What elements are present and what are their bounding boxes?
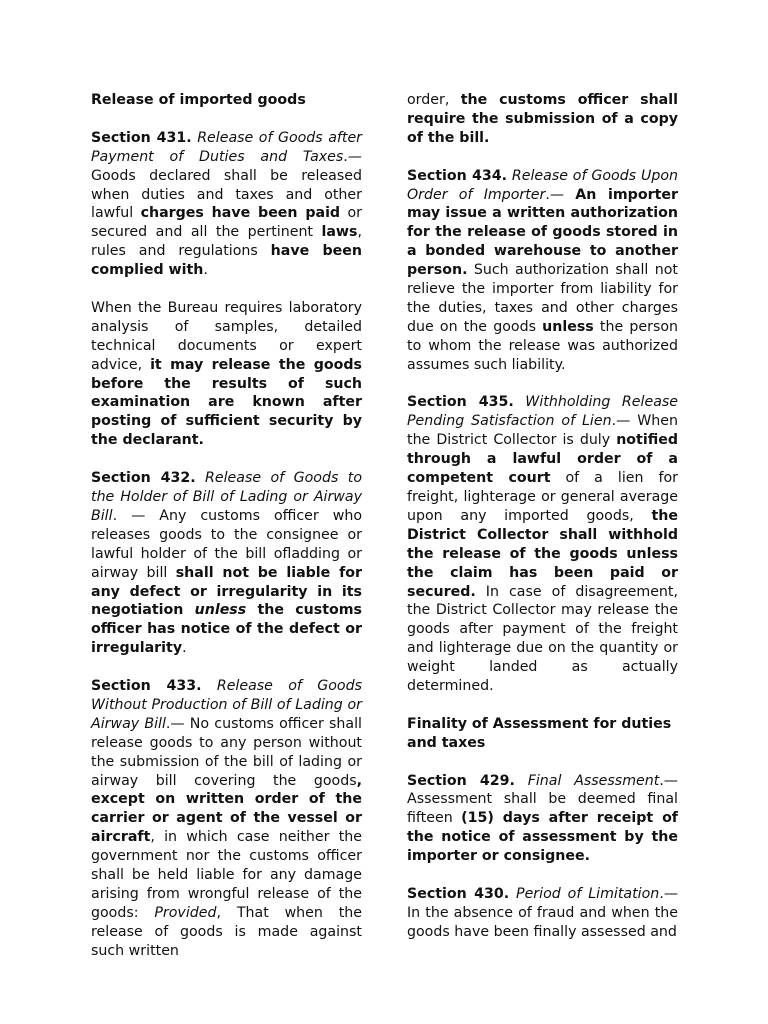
text-run: .: [182, 640, 187, 657]
text-run: .— No customs officer shall release goods to any person without the submission of the bill of lading or airway bill covering the goods: [91, 715, 362, 789]
section-433-paragraph: [91, 677, 362, 961]
section-title: Final Assessment: [527, 772, 660, 789]
section-title: Withholding Release Pending Satisfaction of Lien: [407, 394, 679, 430]
section-431-paragraph: [91, 129, 362, 280]
bold-text: charges have been paid: [140, 205, 341, 222]
section-434-paragraph: [407, 167, 678, 375]
text-run: , rules and regulations: [91, 224, 362, 260]
text-run: .: [203, 262, 208, 279]
text-run: of a lien for freight, lighterage or general average upon any imported goods,: [407, 470, 678, 524]
bold-text: the customs officer shall require the submission of a copy of the bill.: [407, 92, 678, 146]
bold-text: , except on written order of the carrier or agent of the vessel or aircraft: [91, 772, 362, 846]
laboratory-analysis-paragraph: [91, 299, 362, 450]
bold-text: have been complied with: [91, 243, 362, 279]
section-title: Release of Goods Without Production of Bill of Lading or Airway Bill: [91, 678, 362, 732]
section-429-paragraph: [407, 772, 678, 867]
section-number: Section 432.: [91, 470, 196, 487]
text-run: In case of disagreement, the District Collector may release the goods after payment of the freight and lighterage due on the quantity or weight landed as actually determined.: [407, 583, 678, 695]
bold-text: An importer may issue a written authorization for the release of goods stored in a bonded warehouse to another person.: [407, 186, 678, 279]
text-run: .— Goods declared shall be released when duties and taxes and other lawful: [91, 148, 362, 222]
text-run: order,: [407, 92, 461, 108]
section-title: Release of Goods after Payment of Duties and Taxes: [91, 129, 363, 165]
bold-text: the District Collector shall withhold the release of the goods unless the claim has been paid or secured.: [407, 507, 678, 600]
text-run: the person to whom the release was authorized assumes such liability.: [407, 318, 679, 373]
section-number: Section 429.: [407, 772, 515, 789]
section-430-paragraph: [407, 885, 678, 942]
text-run: , in which case neither the government nor the customs officer shall be held liable for any damage arising from wrongful release of the goods:: [91, 829, 362, 921]
text-run: .—: [545, 186, 576, 203]
section-heading-release: Release of imported goods: [91, 92, 306, 108]
section-number: Section 430.: [407, 885, 510, 902]
text-run: or secured and all the pertinent: [91, 205, 362, 241]
section-number: Section 435.: [407, 394, 514, 411]
text-run: .— When the District Collector is duly: [407, 413, 678, 449]
section-title: Release of Goods to the Holder of Bill of Lading or Airway Bill: [91, 470, 362, 524]
bold-text: it may release the goods before the results of such examination are known after posting of sufficient security by the declarant.: [91, 356, 362, 449]
text-run: Such authorization shall not relieve the importer from liability for the duties, taxes and other charges due on the goods: [407, 262, 678, 335]
section-number: Section 434.: [407, 167, 508, 184]
bold-text: notified through a lawful order of a competent court: [407, 432, 678, 487]
section-number: Section 431.: [91, 129, 192, 146]
section-433-continued-paragraph: [407, 91, 678, 148]
section-number: Section 433.: [91, 678, 202, 695]
bold-text: unless: [542, 318, 594, 335]
text-run: .— Assessment shall be deemed final fifteen: [407, 772, 678, 827]
text-run: When the Bureau requires laboratory analysis of samples, detailed technical documents or expert advice,: [91, 299, 362, 373]
italic-text: Provided: [154, 904, 217, 921]
bold-italic-text: unless: [194, 602, 247, 619]
bold-text: the customs officer has notice of the defect or irregularity: [91, 602, 362, 657]
text-run: , That when the release of goods is made against such written: [91, 904, 362, 959]
section-435-paragraph: [407, 393, 678, 696]
left-column: [91, 91, 362, 980]
bold-text: (15) days after receipt of the notice of assessment by the importer or consignee.: [407, 810, 678, 865]
section-heading-finality: Finality of Assessment for duties and taxes: [407, 715, 672, 751]
right-column: [407, 91, 678, 961]
section-title: Release of Goods Upon Order of Importer: [407, 167, 679, 203]
text-run: .— In the absence of fraud and when the goods have been finally assessed and: [407, 885, 679, 940]
section-432-paragraph: [91, 469, 362, 658]
text-run: . — Any customs officer who releases goods to the consignee or lawful holder of the bill ofladding or airway bill: [91, 507, 362, 581]
bold-text: laws: [321, 224, 358, 241]
bold-text: shall not be liable for any defect or irregularity in its negotiation: [91, 564, 362, 619]
section-title: Period of Limitation: [516, 885, 660, 902]
